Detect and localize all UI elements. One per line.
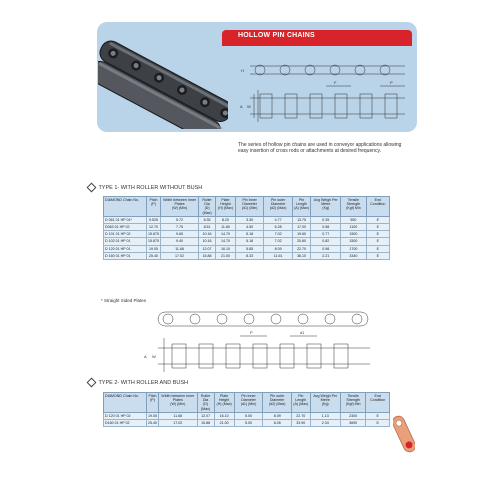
spec-table-type1 bbox=[103, 196, 390, 260]
column-header: Pin outer Diameter (d2) (Max) bbox=[263, 393, 292, 413]
table-cell: 19.05 bbox=[148, 413, 157, 418]
table-cell: 9.65 bbox=[161, 231, 199, 238]
column-header: Pin Length (A) (Max) bbox=[292, 393, 310, 413]
table-cell: 21.00 bbox=[216, 252, 236, 259]
section-heading-type1 bbox=[88, 184, 202, 191]
dim-label-w: W bbox=[247, 104, 251, 109]
table-cell: 0.82 bbox=[311, 238, 341, 245]
table-cell: 5.72 bbox=[161, 216, 199, 223]
table-row bbox=[104, 238, 390, 245]
table-cell: 0.35 bbox=[311, 216, 341, 223]
column-header: Pitch (P) bbox=[147, 197, 161, 217]
table-cell: 36.10 bbox=[292, 252, 310, 259]
table-cell: 16.10 bbox=[216, 245, 236, 252]
table-cell: 25.40 bbox=[148, 421, 157, 426]
table-cell: 12.70 bbox=[147, 224, 161, 231]
dim-label-d1-mid: d1 bbox=[300, 330, 305, 335]
chain-drawing-middle bbox=[140, 306, 380, 376]
column-header: Tensile Strength (Kgf) Min bbox=[340, 393, 365, 413]
column-header: Pin Inner Diameter (d1) (Min) bbox=[235, 197, 263, 217]
table-cell: 1500 bbox=[341, 238, 366, 245]
column-header: DIAMOND Chain No. bbox=[104, 393, 147, 413]
table-cell: 1500 bbox=[341, 231, 366, 238]
table-cell: 11.80 bbox=[216, 224, 236, 231]
section-title: TYPE 1- WITH ROLLER WITHOUT BUSH bbox=[98, 184, 203, 191]
table-cell: 4.50 bbox=[235, 224, 263, 231]
table-cell: 13.75 bbox=[292, 216, 310, 223]
table-cell: D 102 01 HP 01 bbox=[104, 238, 147, 245]
column-header: Plate Height (H) (Max) bbox=[214, 393, 234, 413]
table-cell: 19.60 bbox=[292, 231, 310, 238]
table-header-row bbox=[104, 393, 390, 413]
section-heading-type2 bbox=[88, 379, 188, 386]
column-header: Width between Inner Plates (W) (Min) bbox=[159, 393, 198, 413]
page-title: HOLLOW PIN CHAINS bbox=[238, 32, 315, 39]
column-header: Roller Dia (D) (Max) bbox=[197, 393, 214, 413]
table-row bbox=[104, 224, 390, 231]
table-cell: 9.40 bbox=[161, 238, 199, 245]
table-cell: 15.88 bbox=[197, 420, 214, 427]
dim-label-w-mid: W bbox=[152, 354, 156, 359]
column-header: Width between Inner Plates (W) (Min) bbox=[161, 197, 199, 217]
table-cell: 8.09 bbox=[263, 412, 292, 419]
table-cell: 7.02 bbox=[264, 238, 292, 245]
table-cell: 7.02 bbox=[264, 231, 292, 238]
table-cell: 2300 bbox=[340, 412, 365, 419]
table-cell: 2.21 bbox=[311, 252, 341, 259]
table-cell: D 160 01 HP 01 bbox=[104, 252, 147, 259]
table-cell: 17.00 bbox=[292, 224, 310, 231]
chain-drawing-top bbox=[230, 50, 410, 125]
column-header: DIAMOND Chain No. bbox=[104, 197, 147, 217]
table-row bbox=[104, 245, 390, 252]
table-cell: 17.02 bbox=[159, 420, 198, 427]
diamond-icon bbox=[87, 378, 97, 388]
table-cell: 3690 bbox=[340, 420, 365, 427]
table-cell: 14.70 bbox=[216, 238, 236, 245]
table-cell: 5.85 bbox=[235, 245, 263, 252]
table-cell: E bbox=[366, 224, 389, 231]
dim-label-f: F bbox=[334, 80, 337, 85]
table-row bbox=[104, 420, 390, 427]
table-cell: E bbox=[366, 216, 389, 223]
column-header: End Condition bbox=[366, 393, 390, 413]
column-header: Pin Length (A) (Max) bbox=[292, 197, 310, 217]
table-cell: 33.90 bbox=[292, 420, 310, 427]
column-header: Avg Weigh Per Metre (Kg) bbox=[311, 197, 341, 217]
table-cell: 1700 bbox=[341, 245, 366, 252]
table-cell: E bbox=[366, 420, 390, 427]
column-header: Pin outer Diameter (d2) (Max) bbox=[264, 197, 292, 217]
table-cell: 0.98 bbox=[311, 245, 341, 252]
table-cell: 16.10 bbox=[214, 412, 234, 419]
table-cell: 22.70 bbox=[292, 412, 310, 419]
table-cell: 3340 bbox=[341, 252, 366, 259]
table-cell: 19.05 bbox=[147, 245, 161, 252]
table-cell: 5.18 bbox=[235, 231, 263, 238]
table-row bbox=[104, 216, 390, 223]
column-header: Roller Dia (D) (Max) bbox=[199, 197, 216, 217]
table-header-row bbox=[104, 197, 390, 217]
table-cell: 15.875 bbox=[148, 232, 159, 237]
chain-photo bbox=[98, 34, 228, 129]
table-cell: 22.70 bbox=[292, 245, 310, 252]
diamond-icon bbox=[87, 183, 97, 193]
table-cell: 5.18 bbox=[235, 238, 263, 245]
dim-label-a: A bbox=[240, 104, 243, 109]
table-cell: 550 bbox=[341, 216, 366, 223]
table-cell: 1100 bbox=[341, 224, 366, 231]
table-cell: 6.28 bbox=[264, 224, 292, 231]
dim-label-h-top: H bbox=[241, 68, 244, 73]
table-cell: D 120 01 HP 02 bbox=[104, 412, 147, 419]
section-title: TYPE 2- WITH ROLLER AND BUSH bbox=[98, 379, 188, 386]
table-cell: 11.61 bbox=[264, 252, 292, 259]
table-cell: 0.58 bbox=[311, 224, 341, 231]
table-cell: D063 01 HP 02 bbox=[104, 224, 147, 231]
table-cell: E bbox=[366, 231, 389, 238]
table-cell: 1.13 bbox=[310, 412, 340, 419]
column-header: Avg Weigh Per Metre (Kg) bbox=[310, 393, 340, 413]
table-cell: 8.20 bbox=[216, 216, 236, 223]
table-cell: E bbox=[366, 252, 389, 259]
table-cell: 3.30 bbox=[235, 216, 263, 223]
table-cell: 0.77 bbox=[311, 231, 341, 238]
table-cell: 20.60 bbox=[292, 238, 310, 245]
table-cell: 21.00 bbox=[214, 420, 234, 427]
column-header: End Condition bbox=[366, 197, 389, 217]
column-header: Pitch (P) bbox=[147, 393, 159, 413]
table-cell: E bbox=[366, 412, 390, 419]
table-cell: 15.875 bbox=[148, 239, 159, 244]
dim-label-a-mid: A bbox=[144, 354, 147, 359]
spec-table-type2 bbox=[103, 392, 390, 427]
table-cell: 15.88 bbox=[199, 252, 216, 259]
straight-plates-note: * Straight Sided Plates bbox=[101, 298, 147, 303]
table-cell: 11.68 bbox=[159, 412, 198, 419]
table-cell: 10.16 bbox=[199, 238, 216, 245]
table-row bbox=[104, 231, 390, 238]
table-cell: 6.35 bbox=[199, 216, 216, 223]
table-cell: E bbox=[366, 245, 389, 252]
table-cell: 14.70 bbox=[216, 231, 236, 238]
dim-label-p-mid: P bbox=[250, 330, 253, 335]
column-header: Plate Height (H) (Max) bbox=[216, 197, 236, 217]
table-cell: 8.09 bbox=[264, 245, 292, 252]
table-cell: 11.68 bbox=[161, 245, 199, 252]
table-cell: 4.77 bbox=[264, 216, 292, 223]
table-cell: 8.33 bbox=[235, 252, 263, 259]
table-cell: 9.525 bbox=[147, 216, 161, 223]
table-cell: 7.75 bbox=[161, 224, 199, 231]
table-row bbox=[104, 252, 390, 259]
table-cell: 8.51 bbox=[199, 224, 216, 231]
table-cell: 17.02 bbox=[161, 252, 199, 259]
table-cell: D 061 01 HP 01* bbox=[104, 216, 147, 223]
table-cell: D160 01 HP 02 bbox=[104, 420, 147, 427]
dim-label-p-top: P bbox=[390, 80, 393, 85]
table-cell: 5.00 bbox=[234, 412, 263, 419]
table-cell: 8.26 bbox=[263, 420, 292, 427]
table-cell: 12.07 bbox=[197, 412, 214, 419]
chain-link-side-icon bbox=[393, 413, 415, 455]
table-cell: 2.34 bbox=[310, 420, 340, 427]
table-cell: D 120 01 HP 01 bbox=[104, 245, 147, 252]
column-header: Tensile Strength (Kgf) Min bbox=[341, 197, 366, 217]
intro-text: The series of hollow pin chains are used in conveyor applications allowing easy insertion of cross rods or attachments at desired frequency. bbox=[238, 142, 402, 155]
table-cell: 25.40 bbox=[147, 252, 161, 259]
column-header: Pin Inner Diameter (d1) (Min) bbox=[234, 393, 263, 413]
table-cell: 5.00 bbox=[234, 420, 263, 427]
table-cell: 12.07 bbox=[199, 245, 216, 252]
table-cell: 10.16 bbox=[199, 231, 216, 238]
table-cell: E bbox=[366, 238, 389, 245]
table-row bbox=[104, 412, 390, 419]
table-cell: D 101 01 HP 02 bbox=[104, 231, 147, 238]
